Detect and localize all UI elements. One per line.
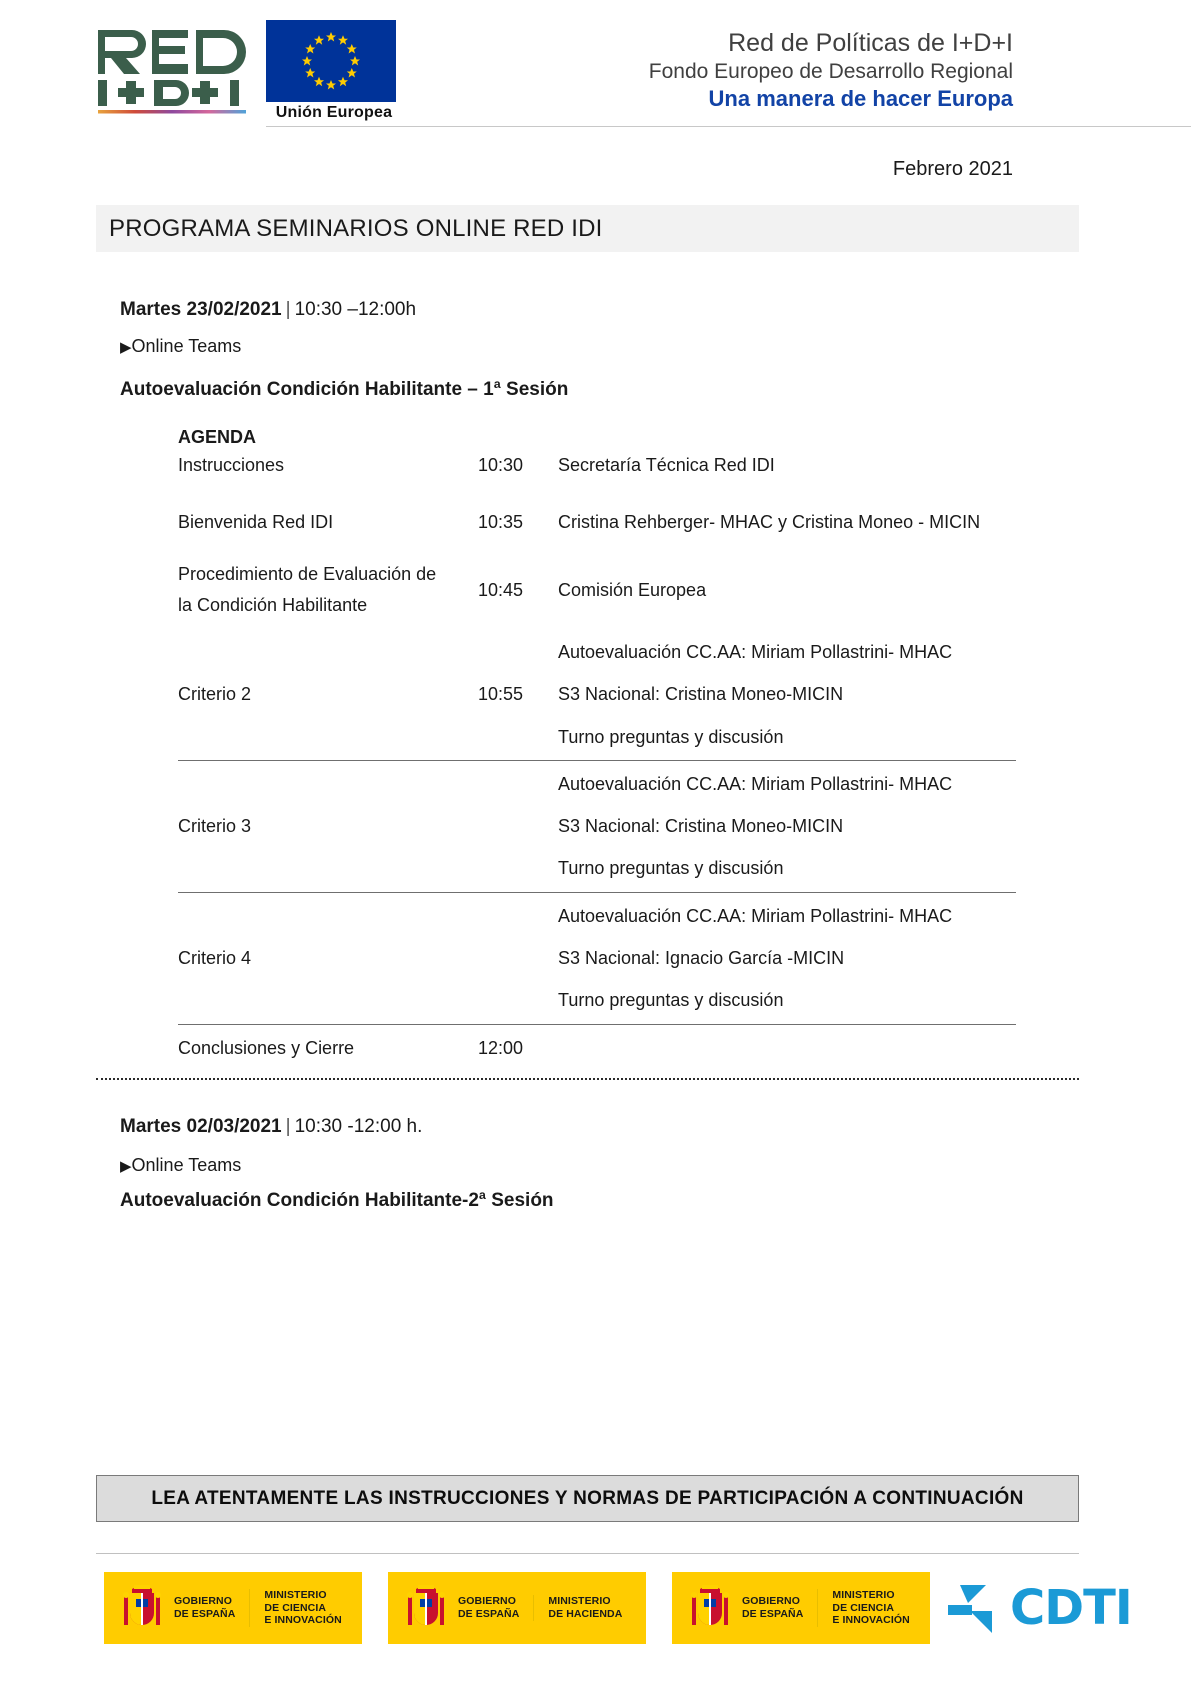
agenda-task: Bienvenida Red IDI	[178, 512, 334, 532]
agenda-task-line: Procedimiento de Evaluación de	[178, 564, 437, 585]
agenda-person: S3 Nacional: Cristina Moneo-MICIN	[558, 684, 844, 705]
header-line-feder: Fondo Europeo de Desarrollo Regional	[648, 59, 1013, 83]
red-idi-logo	[96, 26, 256, 114]
ministerio-line: E INNOVACIÓN	[832, 1614, 910, 1627]
gobierno-ministerio-ciencia-logo-1	[104, 1572, 362, 1644]
gobierno-line: GOBIERNO	[742, 1595, 800, 1608]
agenda-time	[478, 761, 558, 892]
ministerio-line: E INNOVACIÓN	[264, 1614, 342, 1627]
document-header	[0, 0, 1191, 140]
ministerio-line: MINISTERIO	[548, 1595, 611, 1608]
logo-wordmark	[458, 1572, 622, 1644]
eu-flag-caption: Unión Europea	[275, 104, 393, 121]
agenda-time: 10:35	[478, 512, 524, 532]
session-2-datetime	[120, 1113, 1060, 1142]
ministerio-line: DE CIENCIA	[832, 1601, 895, 1614]
agenda-task-line: la Condición Habilitante	[178, 595, 368, 615]
agenda-task: Conclusiones y Cierre	[178, 1038, 355, 1059]
agenda-person: Cristina Rehberger- MHAC y Cristina Moneo - MICIN	[558, 512, 981, 532]
agenda-person: Autoevaluación CC.AA: Miriam Pollastrini- MHAC	[558, 773, 953, 794]
ministerio-line: DE CIENCIA	[264, 1601, 327, 1614]
triangle-bullet-icon: ▶	[120, 1157, 132, 1175]
agenda-task	[178, 551, 478, 629]
session-2-time: 10:30 -12:00 h.	[294, 1116, 423, 1137]
spain-coat-of-arms-icon	[118, 1579, 166, 1637]
ministerio-line: MINISTERIO	[832, 1588, 895, 1601]
ministerio-label	[817, 1589, 909, 1627]
eu-emblem	[266, 20, 402, 125]
ministerio-line: DE HACIENDA	[548, 1608, 623, 1620]
agenda-person	[558, 1025, 1016, 1073]
agenda-person: Turno preguntas y discusión	[558, 726, 784, 747]
agenda-time	[478, 893, 558, 1024]
footer-logo-strip	[96, 1572, 1132, 1654]
agenda-time: 10:55	[478, 683, 524, 704]
cdti-arrow-icon	[946, 1581, 1004, 1635]
gobierno-line: GOBIERNO	[174, 1595, 232, 1608]
logo-wordmark	[742, 1572, 910, 1644]
agenda-time: 10:45	[478, 579, 524, 600]
session-1-time: 10:30 –12:00h	[294, 299, 417, 320]
program-title-bar	[96, 205, 1079, 252]
agenda-person-group	[558, 629, 1016, 760]
session-1-day: Martes 23/02/2021	[120, 299, 282, 320]
gobierno-ministerio-hacienda-logo	[388, 1572, 646, 1644]
gobierno-label	[174, 1595, 235, 1621]
agenda-table	[178, 437, 1016, 1073]
agenda-person: Turno preguntas y discusión	[558, 858, 784, 879]
gobierno-line: DE ESPAÑA	[174, 1608, 236, 1620]
gobierno-line: GOBIERNO	[458, 1595, 516, 1608]
footer-divider	[96, 1553, 1079, 1554]
table-row	[178, 629, 1016, 760]
page-title: PROGRAMA SEMINARIOS ONLINE RED IDI	[109, 214, 603, 242]
triangle-bullet-icon: ▶	[120, 338, 132, 356]
session-2-block	[120, 1113, 1060, 1216]
header-line-red-politicas: Red de Políticas de I+D+I	[728, 29, 1013, 57]
session-1-title: Autoevaluación Condición Habilitante – 1ª Sesión	[120, 379, 569, 401]
agenda-time: 10:30	[478, 455, 524, 475]
agenda-person: Turno preguntas y discusión	[558, 990, 784, 1011]
session-1-datetime	[120, 296, 1060, 325]
cdti-logo	[946, 1576, 1146, 1640]
session-1-mode-label: Online Teams	[131, 335, 242, 356]
session-1-mode	[120, 333, 1060, 361]
gobierno-ministerio-ciencia-logo-2	[672, 1572, 930, 1644]
agenda-task: Criterio 2	[178, 683, 252, 704]
session-1-separator: |	[285, 299, 291, 320]
agenda-person-group	[558, 761, 1016, 892]
notice-text: LEA ATENTAMENTE LAS INSTRUCCIONES Y NORMAS DE PARTICIPACIÓN A CONTINUACIÓN	[151, 1487, 1024, 1509]
table-row	[178, 494, 1016, 551]
header-line-slogan: Una manera de hacer Europa	[708, 85, 1013, 111]
agenda-time: 12:00	[478, 1038, 524, 1059]
spain-coat-of-arms-icon	[402, 1579, 450, 1637]
agenda-person: S3 Nacional: Ignacio García -MICIN	[558, 948, 845, 969]
agenda-person: Comisión Europea	[558, 579, 707, 600]
agenda-task: Criterio 3	[178, 815, 252, 836]
cdti-wordmark: CDTI	[1010, 1580, 1132, 1636]
gobierno-line: DE ESPAÑA	[742, 1608, 804, 1620]
agenda-person: S3 Nacional: Cristina Moneo-MICIN	[558, 816, 844, 837]
instructions-notice-box	[96, 1475, 1079, 1522]
ministerio-line: MINISTERIO	[264, 1588, 327, 1601]
agenda-person: Autoevaluación CC.AA: Miriam Pollastrini- MHAC	[558, 905, 953, 926]
document-date: Febrero 2021	[892, 158, 1013, 180]
session-2-day: Martes 02/03/2021	[120, 1116, 282, 1137]
agenda-task: Instrucciones	[178, 455, 285, 475]
header-title-block	[493, 28, 1013, 113]
table-row	[178, 893, 1016, 1024]
ministerio-label	[533, 1595, 622, 1621]
agenda-heading: AGENDA	[178, 426, 257, 447]
agenda-person: Autoevaluación CC.AA: Miriam Pollastrini- MHAC	[558, 642, 953, 662]
session-1-block	[120, 296, 1060, 448]
session-2-mode	[120, 1152, 1060, 1180]
table-row	[178, 551, 1016, 629]
gobierno-line: DE ESPAÑA	[458, 1608, 520, 1620]
agenda-person: Secretaría Técnica Red IDI	[558, 455, 775, 475]
section-dashed-divider	[96, 1078, 1079, 1080]
session-2-mode-label: Online Teams	[131, 1154, 242, 1175]
table-row	[178, 437, 1016, 494]
gobierno-label	[742, 1595, 803, 1621]
agenda-table-body	[178, 437, 1016, 1073]
spain-coat-of-arms-icon	[686, 1579, 734, 1637]
logo-wordmark	[174, 1572, 342, 1644]
session-2-separator: |	[285, 1116, 291, 1137]
session-2-title: Autoevaluación Condición Habilitante-2ª Sesión	[120, 1190, 554, 1212]
gobierno-label	[458, 1595, 519, 1621]
agenda-person-group	[558, 893, 1016, 1024]
header-divider	[266, 126, 1191, 127]
eu-flag-icon	[266, 20, 396, 102]
table-row	[178, 1025, 1016, 1073]
table-row	[178, 761, 1016, 892]
agenda-task: Criterio 4	[178, 947, 252, 968]
ministerio-label	[249, 1589, 341, 1627]
